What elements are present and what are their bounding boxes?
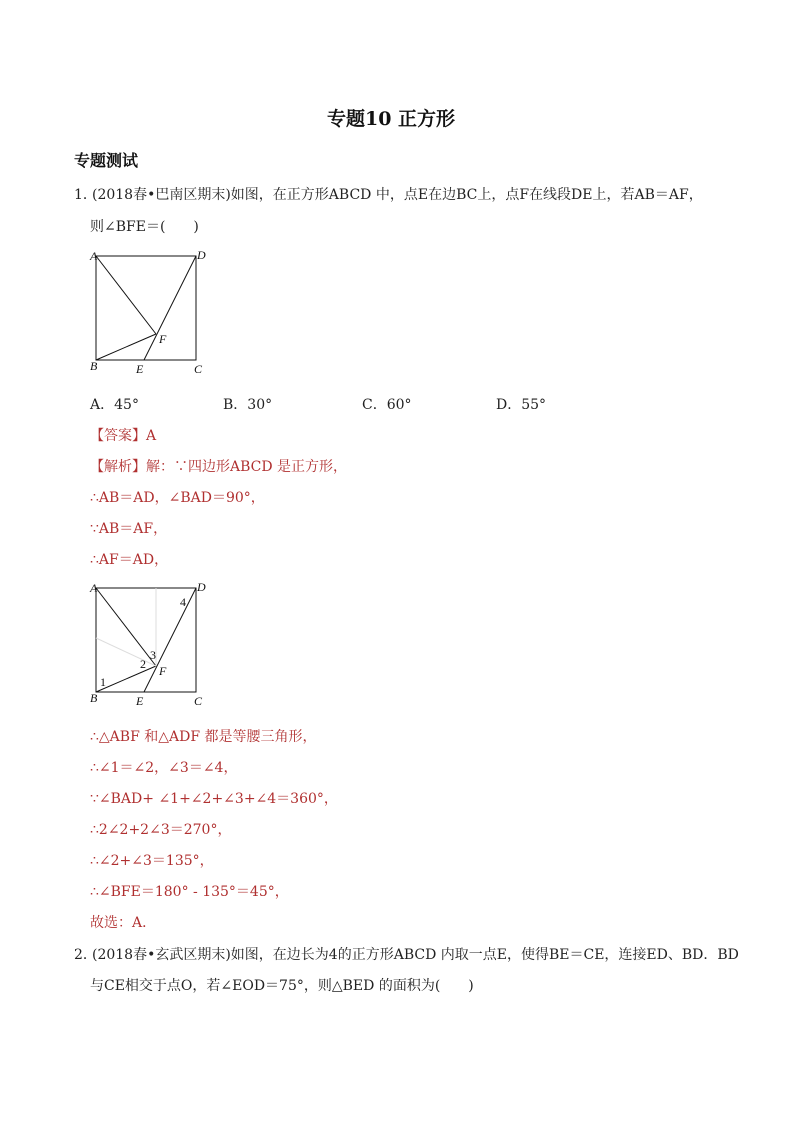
solution-step: ∴△ABF 和△ADF 都是等腰三角形，: [90, 729, 317, 745]
label-c: C: [194, 694, 203, 708]
question-1-line2: 则∠BFE＝( ): [90, 219, 199, 235]
analysis-label: 【解析】解：∵四边形ABCD 是正方形，: [90, 459, 348, 475]
option-d-value: 55°: [521, 397, 547, 413]
analysis-figure: [84, 578, 214, 710]
angle-label-4: 4: [180, 595, 186, 609]
option-a[interactable]: [90, 394, 139, 414]
label-d: D: [197, 580, 206, 594]
label-f: F: [159, 332, 167, 346]
label-f: F: [159, 664, 167, 678]
question-2-line2: 与CE相交于点O，若∠EOD＝75°，则△BED 的面积为( ): [90, 978, 474, 994]
label-e: E: [136, 362, 144, 376]
question-1-line1: (2018春•巴南区期末)如图，在正方形ABCD 中，点E在边BC上，点F在线段DE上，若AB＝AF，: [92, 187, 703, 203]
solution-step: ∴2∠2+2∠3＝270°，: [90, 822, 232, 838]
option-c-letter: C．: [362, 397, 387, 413]
answer-label: 【答案】A: [90, 428, 157, 444]
option-b-letter: B．: [223, 397, 248, 413]
label-a: A: [90, 249, 98, 263]
solution-step: ∴∠BFE＝180° - 135°＝45°，: [90, 884, 289, 900]
label-c: C: [194, 362, 203, 376]
solution-step: ∴∠1＝∠2，∠3＝∠4，: [90, 760, 238, 776]
segment-de: [144, 588, 196, 692]
solution-step: ∵∠BAD+ ∠1+∠2+∠3+∠4＝360°，: [90, 791, 338, 807]
label-b: B: [90, 691, 98, 705]
label-a: A: [90, 581, 98, 595]
label-d: D: [197, 248, 206, 262]
solution-step: ∴AB＝AD，∠BAD＝90°，: [90, 490, 265, 506]
solution-step: ∵AB＝AF，: [90, 521, 168, 537]
option-d[interactable]: [496, 394, 546, 414]
segment-af: [96, 588, 156, 666]
question-1-figure: [84, 246, 214, 378]
label-e: E: [136, 694, 144, 708]
option-a-value: 45°: [114, 397, 139, 413]
square-abcd: [96, 256, 196, 360]
angle-label-1: 1: [100, 675, 106, 689]
label-b: B: [90, 359, 98, 373]
option-a-letter: A．: [90, 397, 115, 413]
section-heading: 专题测试: [74, 151, 139, 170]
segment-af: [96, 256, 156, 334]
solution-step: ∴AF＝AD，: [90, 552, 169, 568]
question-1-number: 1．: [74, 187, 97, 203]
segment-bf: [96, 334, 156, 360]
solution-step: ∴∠2+∠3＝135°，: [90, 853, 214, 869]
option-b-value: 30°: [247, 397, 273, 413]
page-title: 专题10 正方形: [327, 108, 456, 130]
question-2-number: 2．: [74, 947, 97, 963]
option-d-letter: D．: [496, 397, 522, 413]
option-c-value: 60°: [386, 397, 412, 413]
angle-label-2: 2: [140, 657, 146, 671]
question-2-line1: (2018春•玄武区期末)如图，在边长为4的正方形ABCD 内取一点E，使得BE＝CE，连接ED、BD．BD: [92, 947, 739, 963]
option-c[interactable]: [362, 394, 412, 414]
option-b[interactable]: [223, 394, 272, 414]
segment-de: [144, 256, 196, 360]
solution-conclusion: 故选：A．: [90, 915, 157, 931]
angle-label-3: 3: [150, 648, 156, 662]
faint-guide-line: [96, 638, 156, 666]
